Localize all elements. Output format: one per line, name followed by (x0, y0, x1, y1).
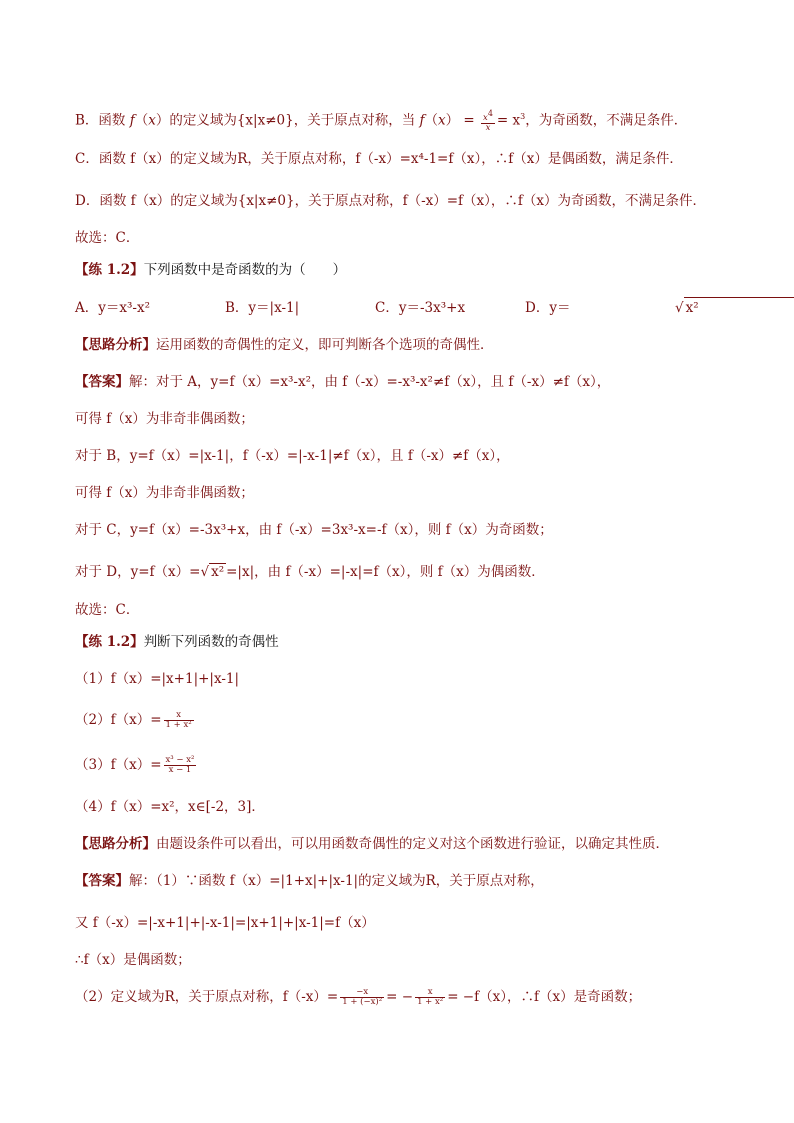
numerator: −x (340, 988, 384, 998)
analysis-text: 运用函数的奇偶性的定义，即可判断各个选项的奇偶性． (156, 337, 494, 353)
denominator: 1 + x² (165, 720, 192, 730)
option-d (525, 297, 794, 318)
analysis-tag: 【思路分析】 (75, 836, 156, 852)
fraction (481, 109, 495, 133)
analysis-tag: 【思路分析】 (75, 337, 156, 353)
text-segment: （2）f（x）= (75, 712, 162, 728)
choose-answer-2: 故选：C． (75, 602, 140, 618)
answer-1-d (75, 562, 734, 582)
answer-2-line-4 (75, 987, 734, 1007)
practice-2-heading (75, 632, 734, 652)
exponent: 3 (520, 112, 526, 121)
answer-tag: 【答案】 (75, 374, 129, 390)
text-segment: （ (424, 112, 438, 129)
denominator: x (485, 122, 491, 133)
question-1: （1）f（x）=|x+1|+|x-1| (75, 671, 240, 687)
option-c: C．y＝-3x³+x (375, 300, 466, 316)
denominator: x − 1 (168, 765, 192, 775)
text-segment: = x (496, 112, 521, 129)
answer-2 (75, 871, 734, 891)
sqrt-expression: √ x² (200, 564, 225, 580)
practice-tag: 【练 1.2】 (75, 634, 144, 650)
numerator: x (164, 711, 194, 721)
radicand: x² (211, 564, 225, 580)
choose-answer-1: 故选：C． (75, 230, 140, 246)
text-segment: 对于 D，y=f（x）= (75, 564, 201, 580)
text-segment: （ (134, 112, 149, 129)
numerator: x³ − x² (165, 755, 195, 765)
option-a: A．y＝x³-x² (75, 300, 150, 316)
text-segment: x (148, 112, 156, 129)
fraction (164, 756, 197, 775)
answer-1-a (75, 372, 734, 392)
denominator: 1 + x² (417, 997, 444, 1007)
exponent: 4 (487, 109, 493, 119)
answer-text: 解：（1）∵函数 f（x）=|1+x|+|x-1|的定义域为R，关于原点对称， (129, 873, 544, 889)
question-2 (75, 710, 734, 730)
option-b: B．y＝|x-1| (225, 300, 300, 316)
text-segment: f (419, 112, 425, 129)
equals-sign: = (463, 112, 475, 129)
answer-text: 解：对于 A，y=f（x）=x³-x²，由 f（-x）=-x³-x²≠f（x），且 f（-x）≠f（x）， (129, 374, 611, 390)
option-b-explanation (75, 107, 734, 133)
practice-question: 下列函数中是奇函数的为（ ） (143, 262, 347, 278)
fraction (340, 988, 384, 1007)
text-segment: =|x|，由 f（-x）=|-x|=f（x），则 f（x）为偶函数． (226, 564, 545, 580)
text-segment: B．函数 (75, 112, 130, 129)
text-segment: x (438, 112, 446, 129)
option-c-explanation: C．函数 f（x）的定义域为R，关于原点对称，f（-x）=x⁴-1=f（x），∴f（x）是偶函数，满足条件． (75, 151, 683, 167)
text-segment: ，为奇函数，不满足条件． (525, 112, 688, 129)
answer-1-c: 对于 C，y=f（x）=-3x³+x，由 f（-x）=3x³-x=-f（x），则 f（x）为奇函数； (75, 522, 553, 538)
option-d-prefix: D．y＝ (525, 300, 571, 316)
question-4: （4）f（x）=x²，x∈[-2，3]． (75, 799, 265, 815)
text-segment: f (129, 112, 135, 129)
question-3 (75, 755, 734, 775)
text-segment: = − (386, 989, 414, 1005)
radicand: x² (684, 297, 794, 318)
text-segment: = −f（x），∴f（x）是奇函数； (447, 989, 642, 1005)
numerator: x (415, 988, 445, 998)
denominator: 1 + (−x)² (342, 997, 383, 1007)
analysis-2 (75, 834, 734, 854)
answer-1-a2: 可得 f（x）为非奇非偶函数； (75, 411, 254, 427)
sqrt-expression: √ x² (675, 297, 794, 318)
answer-1-b2: 可得 f（x）为非奇非偶函数； (75, 485, 254, 501)
practice-1-options (75, 297, 734, 318)
text-segment: （2）定义域为R，关于原点对称，f（-x）= (75, 989, 339, 1005)
practice-tag: 【练 1.2】 (75, 262, 144, 278)
answer-2-line-3: ∴f（x）是偶函数； (75, 952, 191, 968)
answer-1-b: 对于 B，y=f（x）=|x-1|，f（-x）=|-x-1|≠f（x），且 f（-x）≠f（x）， (75, 448, 510, 464)
answer-tag: 【答案】 (75, 873, 129, 889)
text-segment: ）的定义域为{x|x≠0}，关于原点对称，当 (155, 112, 420, 129)
practice-question: 判断下列函数的奇偶性 (143, 634, 279, 650)
analysis-text: 由题设条件可以看出，可以用函数奇偶性的定义对这个函数进行验证，以确定其性质． (156, 836, 669, 852)
text-segment: ） (445, 112, 460, 129)
fraction (164, 711, 194, 730)
analysis-1 (75, 335, 734, 355)
practice-1-heading (75, 260, 734, 280)
fraction (415, 988, 445, 1007)
text-segment: （3）f（x）= (75, 757, 162, 773)
answer-2-line-2: 又 f（-x）=|-x+1|+|-x-1|=|x+1|+|x-1|=f（x） (75, 915, 375, 931)
option-d-explanation: D．函数 f（x）的定义域为{x|x≠0}，关于原点对称，f（-x）=f（x），∴f（x）为奇函数，不满足条件． (75, 193, 707, 209)
numerator: x (483, 112, 488, 123)
